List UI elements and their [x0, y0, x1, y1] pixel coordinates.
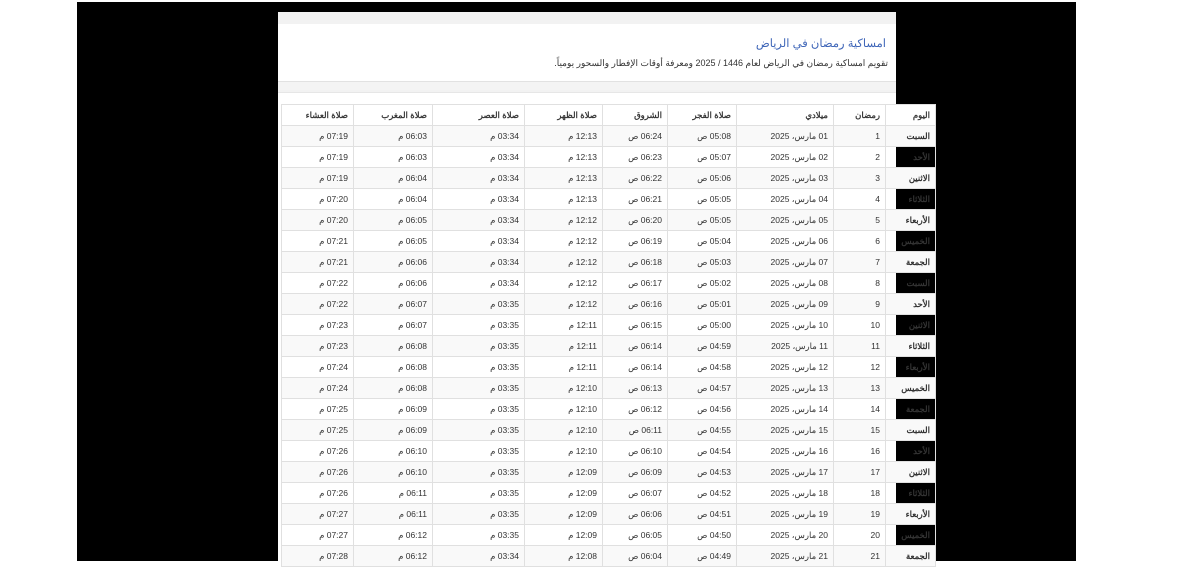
cell-gregorian-date: 15 مارس، 2025	[737, 420, 834, 441]
cell-sunrise: 06:16 ص	[603, 294, 668, 315]
cell-gregorian-date: 12 مارس، 2025	[737, 357, 834, 378]
cell-asr: 03:34 م	[433, 273, 525, 294]
cell-maghrib: 06:08 م	[354, 357, 433, 378]
cell-ramadan-day: 20	[834, 525, 886, 546]
cell-asr: 03:35 م	[433, 399, 525, 420]
cell-dhuhr: 12:13 م	[525, 168, 603, 189]
cell-sunrise: 06:06 ص	[603, 504, 668, 525]
table-row	[282, 525, 936, 546]
cell-isha: 07:25 م	[282, 420, 354, 441]
cell-asr: 03:35 م	[433, 357, 525, 378]
cell-sunrise: 06:18 ص	[603, 252, 668, 273]
cell-maghrib: 06:12 م	[354, 525, 433, 546]
cell-gregorian-date: 09 مارس، 2025	[737, 294, 834, 315]
cell-sunrise: 06:23 ص	[603, 147, 668, 168]
page-subtitle: تقويم امساكية رمضان في الرياض لعام 1446 / 2025 ومعرفة أوقات الإفطار والسحور يومياً.	[554, 58, 888, 68]
cell-gregorian-date: 03 مارس، 2025	[737, 168, 834, 189]
table-row	[282, 441, 936, 462]
cell-fajr: 05:04 ص	[668, 231, 737, 252]
cell-day: الجمعة	[886, 546, 936, 567]
cell-dhuhr: 12:10 م	[525, 420, 603, 441]
column-header-day: اليوم	[886, 105, 936, 126]
table-row	[282, 336, 936, 357]
cell-fajr: 05:05 ص	[668, 210, 737, 231]
cell-isha: 07:27 م	[282, 525, 354, 546]
cell-fajr: 04:59 ص	[668, 336, 737, 357]
column-header-ramadan-day: رمضان	[834, 105, 886, 126]
table-row	[282, 294, 936, 315]
cell-ramadan-day: 4	[834, 189, 886, 210]
cell-sunrise: 06:14 ص	[603, 357, 668, 378]
cell-ramadan-day: 16	[834, 441, 886, 462]
cell-ramadan-day: 6	[834, 231, 886, 252]
cell-dhuhr: 12:10 م	[525, 378, 603, 399]
table-row	[282, 126, 936, 147]
cell-isha: 07:20 م	[282, 189, 354, 210]
cell-sunrise: 06:05 ص	[603, 525, 668, 546]
cell-maghrib: 06:04 م	[354, 189, 433, 210]
cell-ramadan-day: 18	[834, 483, 886, 504]
cell-sunrise: 06:19 ص	[603, 231, 668, 252]
cell-dhuhr: 12:08 م	[525, 546, 603, 567]
column-header-sunrise: الشروق	[603, 105, 668, 126]
cell-ramadan-day: 9	[834, 294, 886, 315]
cell-day: الأربعاء	[886, 357, 936, 378]
cell-fajr: 04:58 ص	[668, 357, 737, 378]
cell-fajr: 04:56 ص	[668, 399, 737, 420]
cell-dhuhr: 12:12 م	[525, 231, 603, 252]
cell-ramadan-day: 21	[834, 546, 886, 567]
cell-asr: 03:35 م	[433, 441, 525, 462]
cell-gregorian-date: 19 مارس، 2025	[737, 504, 834, 525]
cell-ramadan-day: 1	[834, 126, 886, 147]
cell-fajr: 05:07 ص	[668, 147, 737, 168]
cell-maghrib: 06:09 م	[354, 399, 433, 420]
cell-ramadan-day: 13	[834, 378, 886, 399]
cell-sunrise: 06:04 ص	[603, 546, 668, 567]
cell-isha: 07:21 م	[282, 252, 354, 273]
cell-day: السبت	[886, 126, 936, 147]
table-row	[282, 231, 936, 252]
cell-day: الأحد	[886, 294, 936, 315]
cell-fajr: 04:54 ص	[668, 441, 737, 462]
cell-asr: 03:35 م	[433, 315, 525, 336]
cell-dhuhr: 12:12 م	[525, 273, 603, 294]
cell-sunrise: 06:21 ص	[603, 189, 668, 210]
cell-day: الخميس	[886, 231, 936, 252]
cell-dhuhr: 12:11 م	[525, 357, 603, 378]
page-content	[278, 12, 930, 561]
cell-isha: 07:26 م	[282, 441, 354, 462]
cell-dhuhr: 12:13 م	[525, 126, 603, 147]
cell-isha: 07:20 م	[282, 210, 354, 231]
cell-isha: 07:24 م	[282, 378, 354, 399]
cell-gregorian-date: 14 مارس، 2025	[737, 399, 834, 420]
cell-day: الجمعة	[886, 399, 936, 420]
cell-dhuhr: 12:12 م	[525, 294, 603, 315]
cell-fajr: 05:00 ص	[668, 315, 737, 336]
cell-isha: 07:23 م	[282, 336, 354, 357]
cell-day: الجمعة	[886, 252, 936, 273]
cell-gregorian-date: 20 مارس، 2025	[737, 525, 834, 546]
table-row	[282, 483, 936, 504]
cell-sunrise: 06:12 ص	[603, 399, 668, 420]
cell-fajr: 04:50 ص	[668, 525, 737, 546]
table-row	[282, 378, 936, 399]
cell-day: الأحد	[886, 147, 936, 168]
cell-isha: 07:22 م	[282, 294, 354, 315]
cell-ramadan-day: 12	[834, 357, 886, 378]
table-header-row	[282, 105, 936, 126]
column-header-maghrib: صلاة المغرب	[354, 105, 433, 126]
cell-sunrise: 06:24 ص	[603, 126, 668, 147]
table-row	[282, 399, 936, 420]
cell-dhuhr: 12:10 م	[525, 399, 603, 420]
table-row	[282, 504, 936, 525]
cell-day: الاثنين	[886, 462, 936, 483]
table-row	[282, 420, 936, 441]
cell-dhuhr: 12:11 م	[525, 315, 603, 336]
cell-dhuhr: 12:10 م	[525, 441, 603, 462]
cell-day: السبت	[886, 273, 936, 294]
cell-maghrib: 06:10 م	[354, 462, 433, 483]
cell-gregorian-date: 13 مارس، 2025	[737, 378, 834, 399]
column-header-dhuhr: صلاة الظهر	[525, 105, 603, 126]
cell-gregorian-date: 18 مارس، 2025	[737, 483, 834, 504]
cell-gregorian-date: 05 مارس، 2025	[737, 210, 834, 231]
cell-fajr: 05:05 ص	[668, 189, 737, 210]
cell-gregorian-date: 07 مارس، 2025	[737, 252, 834, 273]
cell-fajr: 05:02 ص	[668, 273, 737, 294]
cell-day: الثلاثاء	[886, 336, 936, 357]
cell-maghrib: 06:08 م	[354, 378, 433, 399]
cell-maghrib: 06:05 م	[354, 210, 433, 231]
cell-dhuhr: 12:09 م	[525, 504, 603, 525]
cell-maghrib: 06:07 م	[354, 294, 433, 315]
table-row	[282, 357, 936, 378]
table-row	[282, 315, 936, 336]
cell-fajr: 05:06 ص	[668, 168, 737, 189]
column-header-fajr: صلاة الفجر	[668, 105, 737, 126]
page-header	[278, 24, 896, 82]
cell-asr: 03:34 م	[433, 546, 525, 567]
cell-ramadan-day: 8	[834, 273, 886, 294]
cell-fajr: 04:52 ص	[668, 483, 737, 504]
cell-sunrise: 06:17 ص	[603, 273, 668, 294]
cell-maghrib: 06:03 م	[354, 147, 433, 168]
cell-asr: 03:35 م	[433, 420, 525, 441]
cell-maghrib: 06:06 م	[354, 273, 433, 294]
cell-maghrib: 06:03 م	[354, 126, 433, 147]
cell-dhuhr: 12:09 م	[525, 525, 603, 546]
cell-gregorian-date: 02 مارس، 2025	[737, 147, 834, 168]
cell-day: الأحد	[886, 441, 936, 462]
cell-gregorian-date: 10 مارس، 2025	[737, 315, 834, 336]
cell-day: الخميس	[886, 378, 936, 399]
cell-fajr: 04:51 ص	[668, 504, 737, 525]
header-spacer	[278, 82, 896, 90]
cell-asr: 03:35 م	[433, 294, 525, 315]
cell-dhuhr: 12:11 م	[525, 336, 603, 357]
cell-sunrise: 06:11 ص	[603, 420, 668, 441]
cell-ramadan-day: 14	[834, 399, 886, 420]
cell-sunrise: 06:22 ص	[603, 168, 668, 189]
cell-isha: 07:19 م	[282, 147, 354, 168]
cell-asr: 03:34 م	[433, 126, 525, 147]
cell-isha: 07:26 م	[282, 483, 354, 504]
cell-isha: 07:24 م	[282, 357, 354, 378]
table-row	[282, 462, 936, 483]
cell-isha: 07:19 م	[282, 168, 354, 189]
cell-asr: 03:35 م	[433, 525, 525, 546]
cell-dhuhr: 12:09 م	[525, 483, 603, 504]
cell-dhuhr: 12:09 م	[525, 462, 603, 483]
cell-fajr: 04:49 ص	[668, 546, 737, 567]
cell-maghrib: 06:11 م	[354, 483, 433, 504]
column-header-gregorian-date: ميلادي	[737, 105, 834, 126]
table-row	[282, 546, 936, 567]
cell-ramadan-day: 15	[834, 420, 886, 441]
cell-isha: 07:19 م	[282, 126, 354, 147]
table-row	[282, 273, 936, 294]
cell-asr: 03:35 م	[433, 504, 525, 525]
column-header-isha: صلاة العشاء	[282, 105, 354, 126]
cell-asr: 03:35 م	[433, 483, 525, 504]
cell-sunrise: 06:14 ص	[603, 336, 668, 357]
cell-day: الثلاثاء	[886, 189, 936, 210]
cell-asr: 03:35 م	[433, 336, 525, 357]
cell-dhuhr: 12:13 م	[525, 147, 603, 168]
cell-maghrib: 06:04 م	[354, 168, 433, 189]
cell-dhuhr: 12:12 م	[525, 252, 603, 273]
cell-sunrise: 06:09 ص	[603, 462, 668, 483]
table-row	[282, 168, 936, 189]
cell-gregorian-date: 17 مارس، 2025	[737, 462, 834, 483]
cell-gregorian-date: 08 مارس، 2025	[737, 273, 834, 294]
imsakiya-table	[281, 104, 936, 567]
table-row	[282, 189, 936, 210]
cell-fajr: 05:03 ص	[668, 252, 737, 273]
cell-sunrise: 06:15 ص	[603, 315, 668, 336]
cell-day: السبت	[886, 420, 936, 441]
table-container	[278, 92, 930, 563]
cell-gregorian-date: 16 مارس، 2025	[737, 441, 834, 462]
column-header-asr: صلاة العصر	[433, 105, 525, 126]
cell-asr: 03:34 م	[433, 147, 525, 168]
cell-isha: 07:22 م	[282, 273, 354, 294]
cell-gregorian-date: 04 مارس، 2025	[737, 189, 834, 210]
cell-ramadan-day: 2	[834, 147, 886, 168]
cell-day: الأربعاء	[886, 210, 936, 231]
cell-fajr: 04:53 ص	[668, 462, 737, 483]
cell-gregorian-date: 06 مارس، 2025	[737, 231, 834, 252]
cell-asr: 03:34 م	[433, 231, 525, 252]
cell-day: الثلاثاء	[886, 483, 936, 504]
cell-fajr: 05:01 ص	[668, 294, 737, 315]
cell-dhuhr: 12:13 م	[525, 189, 603, 210]
cell-maghrib: 06:12 م	[354, 546, 433, 567]
cell-isha: 07:21 م	[282, 231, 354, 252]
table-body	[282, 126, 936, 567]
cell-ramadan-day: 7	[834, 252, 886, 273]
cell-sunrise: 06:10 ص	[603, 441, 668, 462]
cell-day: الاثنين	[886, 168, 936, 189]
cell-maghrib: 06:06 م	[354, 252, 433, 273]
cell-gregorian-date: 11 مارس، 2025	[737, 336, 834, 357]
cell-ramadan-day: 5	[834, 210, 886, 231]
cell-gregorian-date: 21 مارس، 2025	[737, 546, 834, 567]
cell-ramadan-day: 10	[834, 315, 886, 336]
cell-maghrib: 06:05 م	[354, 231, 433, 252]
table-row	[282, 210, 936, 231]
cell-isha: 07:25 م	[282, 399, 354, 420]
page-title: امساكية رمضان في الرياض	[755, 38, 886, 50]
table-row	[282, 252, 936, 273]
cell-isha: 07:26 م	[282, 462, 354, 483]
cell-fajr: 04:55 ص	[668, 420, 737, 441]
cell-isha: 07:28 م	[282, 546, 354, 567]
cell-dhuhr: 12:12 م	[525, 210, 603, 231]
cell-ramadan-day: 19	[834, 504, 886, 525]
cell-isha: 07:27 م	[282, 504, 354, 525]
cell-fajr: 05:08 ص	[668, 126, 737, 147]
cell-day: الاثنين	[886, 315, 936, 336]
cell-asr: 03:34 م	[433, 168, 525, 189]
cell-maghrib: 06:09 م	[354, 420, 433, 441]
cell-ramadan-day: 11	[834, 336, 886, 357]
cell-asr: 03:35 م	[433, 378, 525, 399]
cell-isha: 07:23 م	[282, 315, 354, 336]
cell-sunrise: 06:13 ص	[603, 378, 668, 399]
cell-day: الأربعاء	[886, 504, 936, 525]
cell-sunrise: 06:07 ص	[603, 483, 668, 504]
cell-ramadan-day: 3	[834, 168, 886, 189]
cell-fajr: 04:57 ص	[668, 378, 737, 399]
cell-asr: 03:34 م	[433, 210, 525, 231]
cell-asr: 03:35 م	[433, 462, 525, 483]
cell-maghrib: 06:10 م	[354, 441, 433, 462]
cell-ramadan-day: 17	[834, 462, 886, 483]
cell-maghrib: 06:08 م	[354, 336, 433, 357]
table-row	[282, 147, 936, 168]
cell-asr: 03:34 م	[433, 252, 525, 273]
cell-sunrise: 06:20 ص	[603, 210, 668, 231]
cell-gregorian-date: 01 مارس، 2025	[737, 126, 834, 147]
cell-day: الخميس	[886, 525, 936, 546]
cell-asr: 03:34 م	[433, 189, 525, 210]
cell-maghrib: 06:07 م	[354, 315, 433, 336]
cell-maghrib: 06:11 م	[354, 504, 433, 525]
